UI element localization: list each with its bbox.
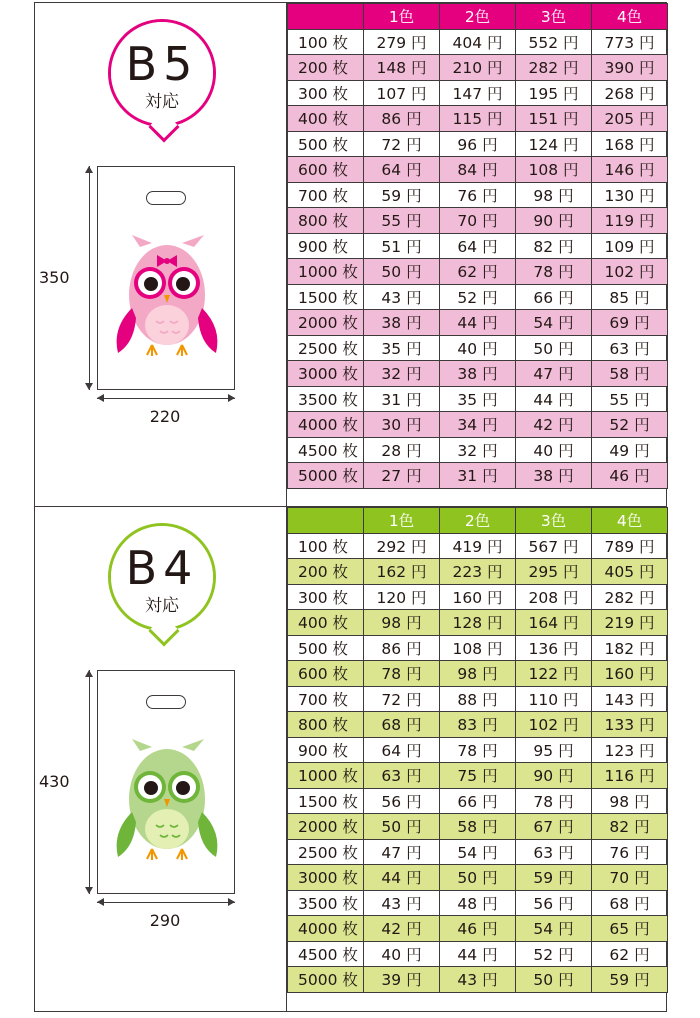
price-cell: 78 円 [440,737,516,763]
bag-handle-hole [146,191,186,205]
price-cell: 390 円 [592,55,668,81]
price-cell: 98 円 [592,788,668,814]
price-cell: 31 円 [364,386,440,412]
price-cell: 210 円 [440,55,516,81]
table-row [288,788,668,814]
price-cell: 182 円 [592,635,668,661]
price-cell: 69 円 [592,310,668,336]
table-row [288,967,668,993]
price-cell: 40 円 [364,941,440,967]
table-row [288,610,668,636]
price-cell: 52 円 [440,284,516,310]
price-cell: 108 円 [440,635,516,661]
price-cell: 82 円 [592,814,668,840]
price-cell: 86 円 [364,635,440,661]
table-row [288,686,668,712]
price-cell: 43 円 [364,890,440,916]
price-cell: 48 円 [440,890,516,916]
price-cell: 49 円 [592,437,668,463]
table-row [288,814,668,840]
price-cell: 162 円 [364,559,440,585]
quantity-cell: 200 枚 [288,559,364,585]
price-cell: 55 円 [364,208,440,234]
price-cell: 51 円 [364,233,440,259]
table-row [288,635,668,661]
quantity-cell: 5000 枚 [288,967,364,993]
price-cell: 32 円 [364,361,440,387]
size-badge [108,523,216,631]
table-row [288,533,668,559]
table-row [288,106,668,132]
table-row [288,763,668,789]
table-row [288,661,668,687]
quantity-cell: 2500 枚 [288,335,364,361]
color-count-header: 1色 [364,508,440,534]
fit-label: 対応 [145,92,179,112]
price-cell: 76 円 [592,839,668,865]
price-cell: 146 円 [592,157,668,183]
price-cell: 124 円 [516,131,592,157]
quantity-cell: 2500 枚 [288,839,364,865]
price-cell: 65 円 [592,916,668,942]
table-row [288,890,668,916]
price-cell: 123 円 [592,737,668,763]
price-cell: 64 円 [364,737,440,763]
table-row [288,131,668,157]
price-cell: 52 円 [516,941,592,967]
price-cell: 64 円 [440,233,516,259]
quantity-cell: 400 枚 [288,106,364,132]
table-row [288,55,668,81]
bag-handle-hole [146,695,186,709]
quantity-cell: 300 枚 [288,584,364,610]
fit-label: 対応 [145,596,179,616]
price-cell: 219 円 [592,610,668,636]
price-cell: 223 円 [440,559,516,585]
price-cell: 67 円 [516,814,592,840]
table-row [288,941,668,967]
table-header-row [288,508,668,534]
table-row [288,386,668,412]
price-cell: 133 円 [592,712,668,738]
price-cell: 282 円 [592,584,668,610]
quantity-cell: 2000 枚 [288,814,364,840]
table-row [288,737,668,763]
price-cell: 64 円 [364,157,440,183]
price-cell: 56 円 [516,890,592,916]
price-cell: 552 円 [516,29,592,55]
table-row [288,233,668,259]
price-cell: 70 円 [440,208,516,234]
price-cell: 147 円 [440,80,516,106]
price-cell: 54 円 [516,916,592,942]
color-count-header: 3色 [516,508,592,534]
quantity-cell: 100 枚 [288,29,364,55]
price-cell: 43 円 [440,967,516,993]
price-cell: 59 円 [516,865,592,891]
price-cell: 44 円 [440,941,516,967]
price-cell: 82 円 [516,233,592,259]
price-cell: 110 円 [516,686,592,712]
table-row [288,584,668,610]
price-cell: 72 円 [364,131,440,157]
price-cell: 107 円 [364,80,440,106]
table-row [288,361,668,387]
price-cell: 50 円 [516,335,592,361]
price-cell: 47 円 [516,361,592,387]
table-row [288,839,668,865]
price-cell: 128 円 [440,610,516,636]
quantity-cell: 3500 枚 [288,890,364,916]
price-cell: 84 円 [440,157,516,183]
price-cell: 205 円 [592,106,668,132]
color-count-header: 4色 [592,4,668,30]
price-cell: 39 円 [364,967,440,993]
quantity-cell: 3500 枚 [288,386,364,412]
price-cell: 404 円 [440,29,516,55]
price-cell: 78 円 [516,788,592,814]
price-cell: 42 円 [364,916,440,942]
price-cell: 55 円 [592,386,668,412]
price-cell: 98 円 [364,610,440,636]
price-cell: 50 円 [440,865,516,891]
price-cell: 52 円 [592,412,668,438]
width-dimension-arrow [97,902,235,903]
height-dimension-arrow [89,670,90,894]
price-cell: 43 円 [364,284,440,310]
quantity-cell: 500 枚 [288,131,364,157]
table-row [288,559,668,585]
price-cell: 63 円 [516,839,592,865]
price-cell: 28 円 [364,437,440,463]
price-cell: 66 円 [440,788,516,814]
price-cell: 151 円 [516,106,592,132]
green-owl-icon [112,737,222,877]
price-cell: 70 円 [592,865,668,891]
quantity-cell: 700 枚 [288,182,364,208]
price-cell: 42 円 [516,412,592,438]
price-cell: 83 円 [440,712,516,738]
price-cell: 130 円 [592,182,668,208]
table-row [288,865,668,891]
quantity-cell: 800 枚 [288,712,364,738]
price-cell: 208 円 [516,584,592,610]
quantity-cell: 4000 枚 [288,412,364,438]
price-cell: 63 円 [364,763,440,789]
color-count-header: 3色 [516,4,592,30]
b5-price-section [34,2,667,507]
table-row [288,259,668,285]
price-cell: 96 円 [440,131,516,157]
price-cell: 34 円 [440,412,516,438]
price-cell: 59 円 [592,967,668,993]
table-row [288,712,668,738]
price-cell: 38 円 [364,310,440,336]
table-row [288,437,668,463]
quantity-cell: 1000 枚 [288,259,364,285]
price-cell: 68 円 [592,890,668,916]
table-row [288,157,668,183]
price-cell: 168 円 [592,131,668,157]
price-cell: 32 円 [440,437,516,463]
table-row [288,335,668,361]
price-cell: 143 円 [592,686,668,712]
price-cell: 136 円 [516,635,592,661]
price-cell: 405 円 [592,559,668,585]
price-cell: 46 円 [440,916,516,942]
quantity-cell: 4500 枚 [288,941,364,967]
price-cell: 44 円 [440,310,516,336]
size-label: B5 [125,37,199,91]
price-cell: 54 円 [440,839,516,865]
b5-bag-illustration-area [35,3,287,506]
price-cell: 58 円 [592,361,668,387]
price-cell: 58 円 [440,814,516,840]
price-cell: 75 円 [440,763,516,789]
size-badge [108,19,216,127]
price-cell: 268 円 [592,80,668,106]
quantity-cell: 2000 枚 [288,310,364,336]
price-cell: 102 円 [516,712,592,738]
price-cell: 148 円 [364,55,440,81]
table-row [288,208,668,234]
price-cell: 50 円 [516,967,592,993]
price-table [287,507,668,993]
price-cell: 98 円 [440,661,516,687]
shopping-bag-icon [97,166,235,390]
table-row [288,463,668,489]
price-cell: 119 円 [592,208,668,234]
price-cell: 68 円 [364,712,440,738]
price-cell: 63 円 [592,335,668,361]
price-cell: 567 円 [516,533,592,559]
width-dimension-arrow [97,398,235,399]
table-row [288,916,668,942]
price-cell: 279 円 [364,29,440,55]
quantity-cell: 900 枚 [288,737,364,763]
header-blank-cell [288,4,364,30]
price-cell: 195 円 [516,80,592,106]
price-cell: 47 円 [364,839,440,865]
price-cell: 50 円 [364,259,440,285]
price-cell: 54 円 [516,310,592,336]
price-cell: 116 円 [592,763,668,789]
price-cell: 164 円 [516,610,592,636]
quantity-cell: 1000 枚 [288,763,364,789]
quantity-cell: 800 枚 [288,208,364,234]
price-cell: 62 円 [592,941,668,967]
size-label: B4 [125,541,199,595]
price-cell: 35 円 [364,335,440,361]
price-cell: 72 円 [364,686,440,712]
price-cell: 31 円 [440,463,516,489]
price-cell: 120 円 [364,584,440,610]
price-cell: 46 円 [592,463,668,489]
b4-price-section [34,506,667,1012]
price-cell: 66 円 [516,284,592,310]
price-cell: 44 円 [364,865,440,891]
quantity-cell: 600 枚 [288,157,364,183]
price-cell: 38 円 [516,463,592,489]
price-cell: 38 円 [440,361,516,387]
price-cell: 56 円 [364,788,440,814]
price-cell: 86 円 [364,106,440,132]
price-cell: 773 円 [592,29,668,55]
price-cell: 109 円 [592,233,668,259]
price-cell: 90 円 [516,208,592,234]
price-cell: 98 円 [516,182,592,208]
quantity-cell: 700 枚 [288,686,364,712]
table-row [288,80,668,106]
price-cell: 62 円 [440,259,516,285]
bag-height-label: 430 [39,772,70,791]
color-count-header: 2色 [440,4,516,30]
price-cell: 115 円 [440,106,516,132]
quantity-cell: 900 枚 [288,233,364,259]
price-cell: 78 円 [516,259,592,285]
price-cell: 44 円 [516,386,592,412]
price-cell: 122 円 [516,661,592,687]
price-cell: 295 円 [516,559,592,585]
price-cell: 160 円 [592,661,668,687]
color-count-header: 1色 [364,4,440,30]
price-cell: 90 円 [516,763,592,789]
price-cell: 30 円 [364,412,440,438]
price-cell: 789 円 [592,533,668,559]
price-cell: 102 円 [592,259,668,285]
quantity-cell: 100 枚 [288,533,364,559]
color-count-header: 4色 [592,508,668,534]
price-cell: 27 円 [364,463,440,489]
height-dimension-arrow [89,166,90,390]
price-cell: 40 円 [440,335,516,361]
price-cell: 95 円 [516,737,592,763]
price-cell: 85 円 [592,284,668,310]
table-row [288,284,668,310]
price-cell: 40 円 [516,437,592,463]
b4-bag-illustration-area [35,507,287,1011]
quantity-cell: 200 枚 [288,55,364,81]
price-table [287,3,668,489]
price-cell: 282 円 [516,55,592,81]
table-header-row [288,4,668,30]
price-cell: 88 円 [440,686,516,712]
price-cell: 50 円 [364,814,440,840]
color-count-header: 2色 [440,508,516,534]
price-cell: 35 円 [440,386,516,412]
table-row [288,310,668,336]
header-blank-cell [288,508,364,534]
quantity-cell: 400 枚 [288,610,364,636]
price-cell: 108 円 [516,157,592,183]
price-cell: 76 円 [440,182,516,208]
bag-width-label: 220 [149,407,181,426]
pink-owl-icon [112,233,222,373]
quantity-cell: 300 枚 [288,80,364,106]
price-cell: 59 円 [364,182,440,208]
quantity-cell: 1500 枚 [288,788,364,814]
quantity-cell: 4500 枚 [288,437,364,463]
quantity-cell: 3000 枚 [288,865,364,891]
price-cell: 419 円 [440,533,516,559]
shopping-bag-icon [97,670,235,894]
price-cell: 78 円 [364,661,440,687]
bag-width-label: 290 [149,911,181,930]
quantity-cell: 500 枚 [288,635,364,661]
quantity-cell: 1500 枚 [288,284,364,310]
price-cell: 160 円 [440,584,516,610]
quantity-cell: 4000 枚 [288,916,364,942]
price-cell: 292 円 [364,533,440,559]
table-row [288,29,668,55]
quantity-cell: 600 枚 [288,661,364,687]
bag-height-label: 350 [39,268,70,287]
quantity-cell: 5000 枚 [288,463,364,489]
quantity-cell: 3000 枚 [288,361,364,387]
table-row [288,412,668,438]
table-row [288,182,668,208]
